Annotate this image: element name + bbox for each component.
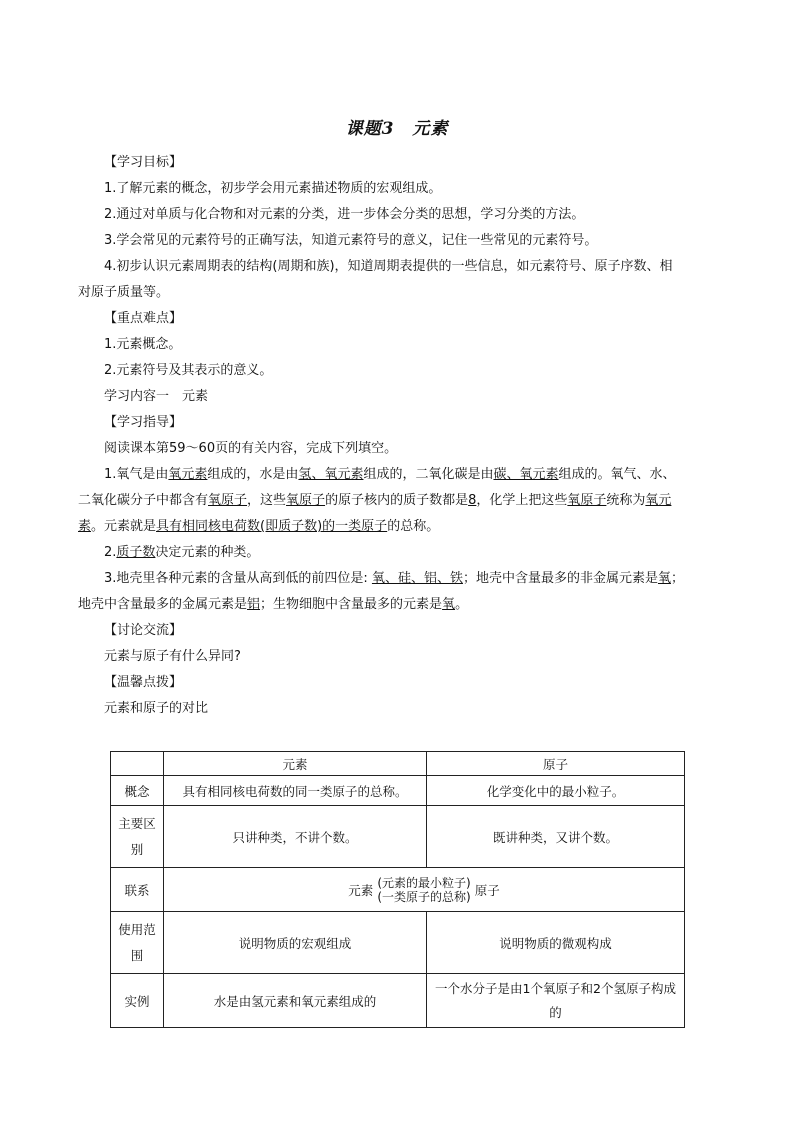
- text: 2.: [104, 545, 117, 560]
- paragraph-3-line-2: [78, 592, 718, 618]
- relation-bottom: (一类原子的总称): [377, 889, 471, 904]
- paragraph-1-line-1: [78, 462, 718, 488]
- goal-2: 2.通过对单质与化合物和对元素的分类，进一步体会分类的思想，学习分类的方法。: [104, 207, 585, 222]
- table-header-row: [111, 752, 685, 776]
- answer-blank: 铝: [247, 597, 261, 612]
- text: 的总称。: [387, 519, 440, 534]
- relation-left: 元素: [348, 882, 374, 898]
- text: ；生物细胞中含量最多的元素是: [260, 597, 443, 612]
- answer-blank: 氧、硅、铝、铁: [371, 571, 463, 586]
- text: 的原子核内的质子数都是: [325, 493, 469, 508]
- text: 组成的，二氧化碳是由: [363, 467, 494, 482]
- paragraph-3-line-1: [78, 566, 718, 592]
- relation-right: 原子: [474, 882, 500, 898]
- text: 1.氧气是由: [104, 467, 169, 482]
- key-point-2: 2.元素符号及其表示的意义。: [104, 363, 273, 378]
- answer-blank: 氧原子: [208, 493, 248, 508]
- goal-4: 4.初步认识元素周期表的结构(周期和族)，知道周期表提供的一些信息，如元素符号、原子序数、相: [104, 259, 673, 274]
- text: 3.地壳里各种元素的含量从高到低的前四位是:: [104, 571, 368, 586]
- table-row: [111, 868, 685, 912]
- tips-intro: 元素和原子的对比: [104, 701, 209, 716]
- key-point-1: 1.元素概念。: [104, 337, 182, 352]
- element-cell: 只讲种类，不讲个数。: [164, 806, 427, 868]
- discuss-question: 元素与原子有什么异同?: [104, 649, 241, 664]
- table-row: [111, 912, 685, 974]
- paragraph-1-line-2: [78, 488, 718, 514]
- lesson-content: [78, 150, 718, 722]
- text: 统称为: [606, 493, 646, 508]
- answer-blank: 氧: [442, 597, 456, 612]
- text: 二氧化碳分子中都含有: [78, 493, 209, 508]
- element-cell: 水是由氢元素和氧元素组成的: [164, 974, 427, 1028]
- relation-cell: [164, 868, 685, 912]
- discuss-heading: 【讨论交流】: [104, 623, 183, 638]
- answer-blank: 氧原子: [286, 493, 326, 508]
- header-cell: 原子: [427, 752, 685, 776]
- table-row: [111, 806, 685, 868]
- relation-diagram: [348, 876, 499, 904]
- row-label: 使用范围: [111, 912, 164, 974]
- atom-cell: 既讲种类，又讲个数。: [427, 806, 685, 868]
- goal-4-cont: 对原子质量等。: [78, 285, 170, 300]
- text: 决定元素的种类。: [155, 545, 260, 560]
- atom-cell: 化学变化中的最小粒子。: [427, 776, 685, 806]
- element-cell: 说明物质的宏观组成: [164, 912, 427, 974]
- goals-heading: 【学习目标】: [104, 155, 183, 170]
- text: 地壳中含量最多的金属元素是: [78, 597, 248, 612]
- element-cell: 具有相同核电荷数的同一类原子的总称。: [164, 776, 427, 806]
- content-title: 学习内容一 元素: [104, 389, 209, 404]
- table-row: [111, 776, 685, 806]
- row-label: 实例: [111, 974, 164, 1028]
- text: ，这些: [247, 493, 287, 508]
- page-title: 课题3 元素: [345, 119, 449, 139]
- text: ，化学上把这些: [476, 493, 568, 508]
- paragraph-2: [78, 540, 718, 566]
- guide-intro: 阅读课本第59～60页的有关内容，完成下列填空。: [104, 441, 398, 456]
- answer-blank: 碳、氧元素: [493, 467, 559, 482]
- text: ；地壳中含量最多的非金属元素是: [462, 571, 658, 586]
- answer-blank: 具有相同核电荷数(即质子数)的一类原子: [156, 519, 388, 534]
- text: 组成的。氧气、水、: [558, 467, 676, 482]
- relation-arrows: [377, 876, 470, 904]
- relation-top: (元素的最小粒子): [377, 875, 471, 890]
- answer-blank: 氧元素: [168, 467, 208, 482]
- answer-blank: 氧: [657, 571, 671, 586]
- atom-cell: 说明物质的微观构成: [427, 912, 685, 974]
- answer-blank: 8: [468, 493, 477, 508]
- tips-heading: 【温馨点拨】: [104, 675, 183, 690]
- goal-3: 3.学会常见的元素符号的正确写法，知道元素符号的意义，记住一些常见的元素符号。: [104, 233, 598, 248]
- header-cell: [111, 752, 164, 776]
- text: 。: [455, 597, 469, 612]
- header-cell: 元素: [164, 752, 427, 776]
- paragraph-1-line-3: [78, 514, 718, 540]
- answer-blank: 素: [78, 519, 92, 534]
- answer-blank: 氧元: [645, 493, 672, 508]
- row-label: 概念: [111, 776, 164, 806]
- answer-blank: 氧原子: [567, 493, 607, 508]
- text: 。元素就是: [91, 519, 157, 534]
- goal-1: 1.了解元素的概念，初步学会用元素描述物质的宏观组成。: [104, 181, 442, 196]
- comparison-table: [110, 751, 685, 1028]
- text: 组成的，水是由: [207, 467, 299, 482]
- atom-cell: 一个水分子是由1个氧原子和2个氢原子构成的: [427, 974, 685, 1028]
- key-heading: 【重点难点】: [104, 311, 183, 326]
- table-row: [111, 974, 685, 1028]
- answer-blank: 氢、氧元素: [298, 467, 364, 482]
- answer-blank: 质子数: [116, 545, 156, 560]
- row-label: 联系: [111, 868, 164, 912]
- row-label: 主要区别: [111, 806, 164, 868]
- guide-heading: 【学习指导】: [104, 415, 183, 430]
- text: ；: [670, 571, 684, 586]
